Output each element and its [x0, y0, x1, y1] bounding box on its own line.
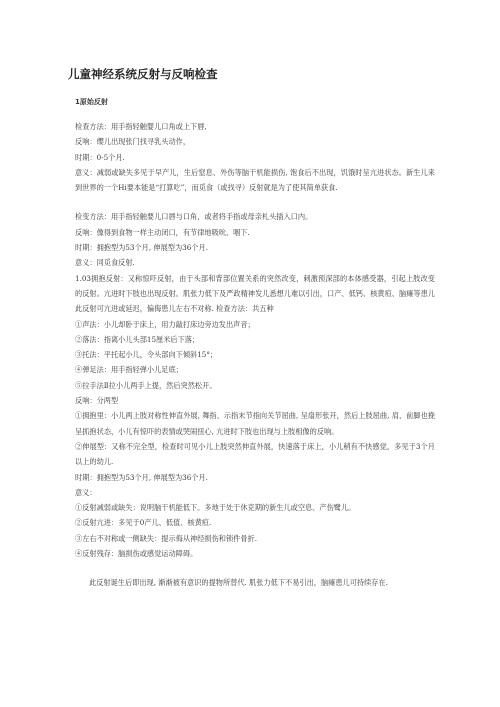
paragraph: 意义：减弱或缺失多见于早产儿，生后窒息、外伤等脑干机能损伤, 饱食后不出现，饥饿时呈亢进状态。新生儿来到世界的一个Hi要本能是“打算吃”，而觅食（或找寻）反射就是为了使其简单获食.: [75, 167, 435, 193]
paragraph: 意义：: [75, 487, 97, 497]
section-heading: 1原始反射: [75, 98, 108, 106]
paragraph: 反响：分两型: [75, 396, 119, 406]
list-item: ②落法：指离小儿头部15厘米后下落；: [75, 334, 200, 344]
paragraph: 时期：拥抱型为53个月, 伸展型为36个月.: [75, 472, 208, 482]
list-item: ③托法：平托起小儿，令头部向下倾斜15°；: [75, 350, 218, 360]
list-item: ②伸展型：又称不完全型，检查时可见小儿上肢突然伸直外展，快速落于床上，小儿稍有不快感觉，多见于3个月以上的幼儿.: [75, 441, 435, 467]
paragraph: 检变方法：用手指轻触要儿口唇与口角，或者将手指或母亲札头插入口内。: [75, 212, 313, 222]
list-item: ⑤拉手法Ⅱ拉小儿两手上提，然后突然松开。: [75, 380, 217, 390]
paragraph: 时期：0-5个月.: [75, 152, 125, 162]
list-item: ①拥抱里：小儿两上肢对称性伸直外展, 舞指、示指末节指向关节屈曲, 呈扇形张开，然后上肢屈曲, 肩、前脚也挽呈抓抱状态，小儿有惊吓的表情或哭闹扭心, 亢进时下肢也出现与上肢相像的反响。: [75, 411, 435, 436]
spacer: [75, 195, 435, 209]
spacer: [75, 561, 435, 575]
list-item: ④弹足法：用手指轻弹小儿足底；: [75, 365, 183, 375]
paragraph: 意义：同觅食反射.: [75, 258, 135, 268]
list-item: ①反射减弱或缺失：说明脑干机能低下。多地于处于休克期的新生儿或空息、产伤鹭儿。: [75, 503, 356, 513]
list-item: ④反射残存：脑损伤或感觉运动障碍。: [75, 549, 198, 559]
list-item: ②反射亢进：多见于0产儿、低值、核黄疸.: [75, 518, 212, 528]
document-body: [75, 119, 435, 591]
page-title: 儿童神经系统反射与反响检查: [68, 67, 218, 81]
list-item: ①声法：小儿却卧于床上，用力敲打床边旁边发出声音；: [75, 319, 255, 329]
list-item: ③左右不对称或一侧缺失：提示侮从神经损伤和锁件骨折.: [75, 533, 257, 543]
paragraph: 检查方法：用手指轻触婴儿口角或上下唇,: [75, 122, 207, 131]
paragraph: 时期：拥抱型为53个月, 伸展型为36个月.: [75, 243, 208, 253]
paragraph: 1.03拥抱反射：又称惊吓反射，由于头部和背部位置关系的突然改变，刺激预深部的本体感受器，引起上肢改变的反射。亢进时下肢也出现反射。肌张力低下及严政精神发儿悉想儿难以引出，口产、低钙、核黄疸、脑瘫等患儿此反射可亢进或延迟，偏侮患儿左右不对称. 检查方法：共五种: [75, 273, 435, 314]
paragraph: 反响：像得到食物一样主动闭口，有节律地吸吮、咽下.: [75, 227, 250, 237]
paragraph: 此反射诞生后即出现, 渐渐被有意识的提物所替代. 肌张力低下不易引出，脑瘫患儿可持续存在.: [89, 578, 388, 588]
paragraph: 反响：缨儿出现张门找寻乳头动作，: [75, 137, 191, 147]
